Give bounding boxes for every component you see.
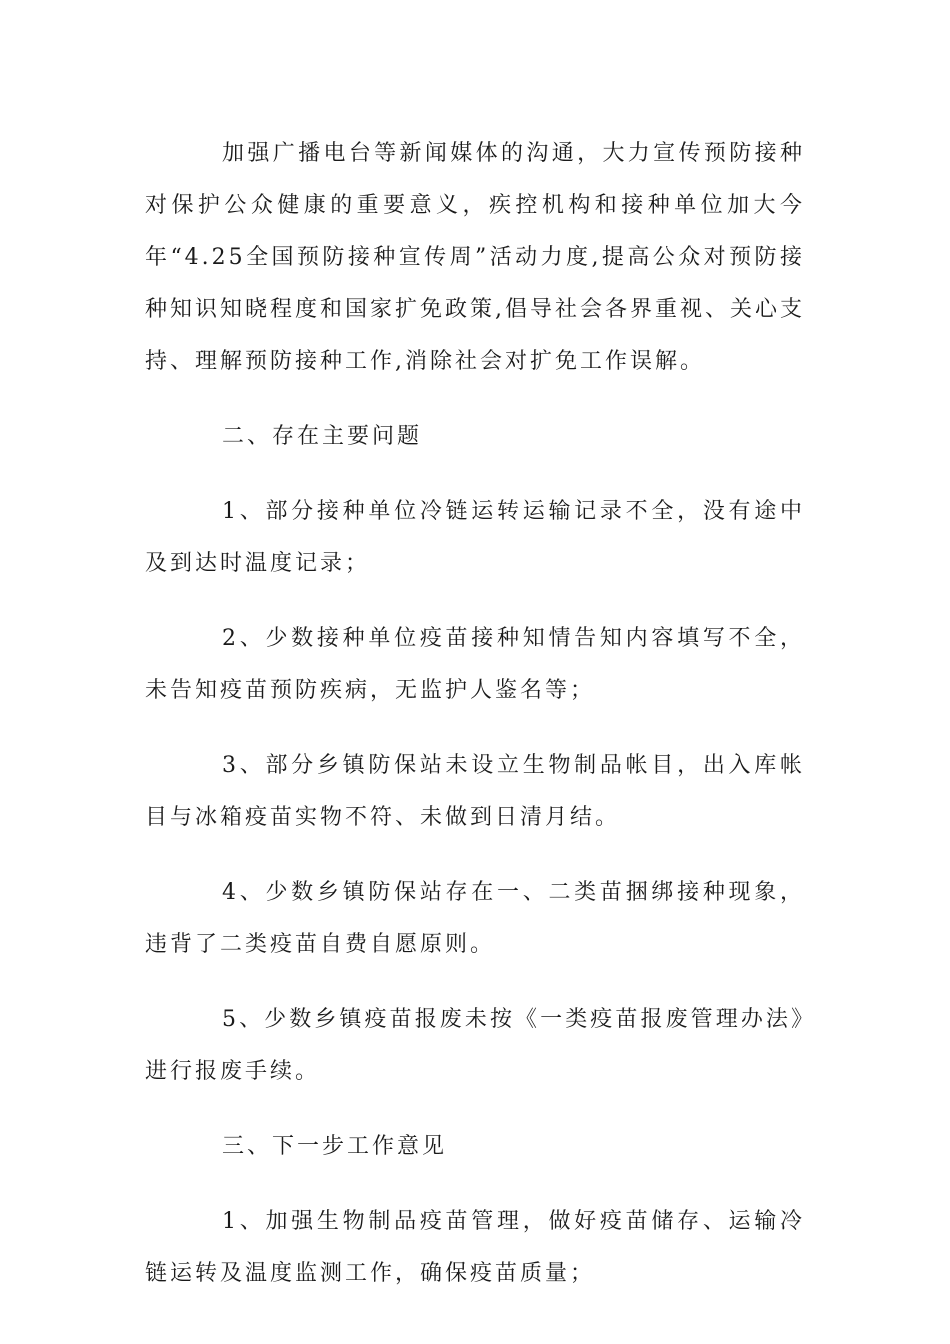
section-heading-problems: 二、存在主要问题 (222, 424, 423, 449)
problem-item-2: 2、少数接种单位疫苗接种知情告知内容填写不全，未告知疫苗预防疾病，无监护人鉴名等； (145, 626, 805, 703)
section-heading-next-steps: 三、下一步工作意见 (222, 1134, 448, 1159)
problem-item-5: 5、少数乡镇疫苗报废未按《一类疫苗报废管理办法》进行报废手续。 (145, 1007, 805, 1084)
document-body (145, 128, 805, 1323)
problem-item-4: 4、少数乡镇防保站存在一、二类苗捆绑接种现象，违背了二类疫苗自费自愿原则。 (145, 880, 805, 957)
problem-item-1: 1、部分接种单位冷链运转运输记录不全，没有途中及到达时温度记录； (145, 499, 805, 576)
paragraph-media-publicity: 加强广播电台等新闻媒体的沟通，大力宣传预防接种对保护公众健康的重要意义，疾控机构和接种单位加大今年“4.25全国预防接种宣传周”活动力度,提高公众对预防接种知识知晓程度和国家扩免政策,倡导社会各界重视、关心支持、理解预防接种工作,消除社会对扩免工作误解。 (145, 141, 805, 374)
problem-item-3: 3、部分乡镇防保站未设立生物制品帐目，出入库帐目与冰箱疫苗实物不符、未做到日清月结。 (145, 753, 805, 830)
next-step-item-1: 1、加强生物制品疫苗管理，做好疫苗储存、运输冷链运转及温度监测工作，确保疫苗质量； (145, 1209, 805, 1286)
